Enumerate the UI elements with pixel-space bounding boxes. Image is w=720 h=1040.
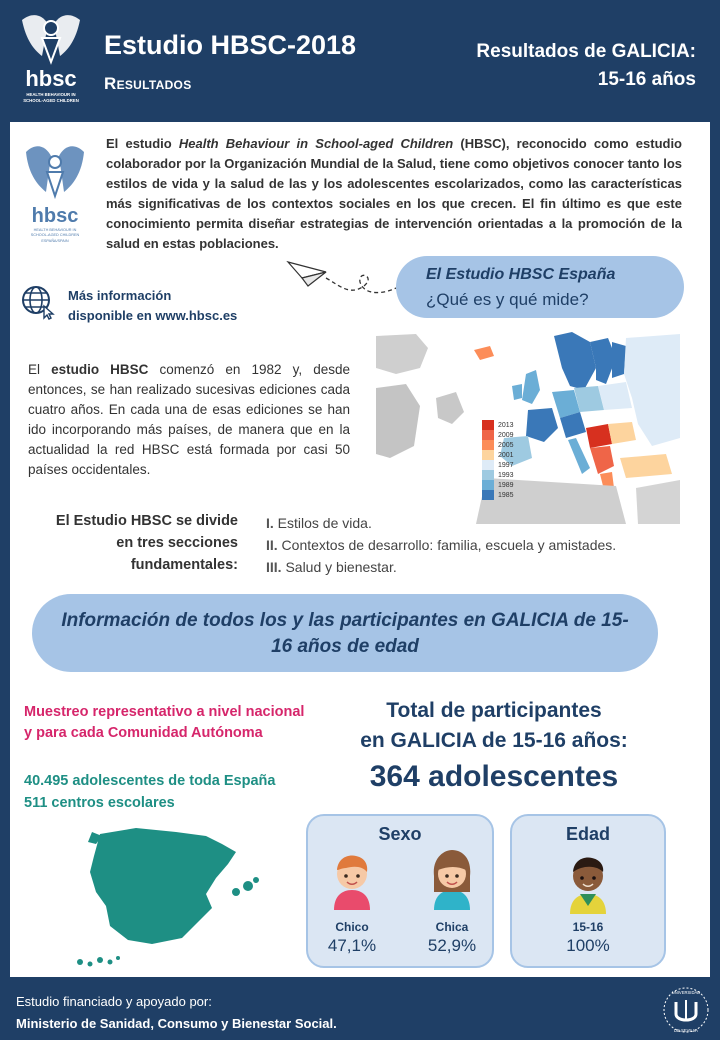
legend-entry: 2001 xyxy=(482,450,532,460)
funding-note: Estudio financiado y apoyado por: xyxy=(16,994,212,1009)
paper-plane-icon xyxy=(280,256,410,306)
funding-ministry: Ministerio de Sanidad, Consumo y Bienestar Social. xyxy=(16,1016,337,1031)
list-item: I. Estilos de vida. xyxy=(266,515,372,531)
svg-text:ESPAÑA/SPAIN: ESPAÑA/SPAIN xyxy=(41,239,69,243)
intro-logo-wordmark: hbsc xyxy=(31,205,79,227)
divisions-list xyxy=(266,512,616,578)
legend-entry: 1997 xyxy=(482,460,532,470)
universidad-sevilla-logo xyxy=(660,984,712,1036)
teen-icon xyxy=(562,850,614,916)
estudio-bubble-question: ¿Qué es y qué mide? xyxy=(426,290,589,309)
legend-entry: 2013 xyxy=(482,420,532,430)
estudio-bubble xyxy=(396,256,684,318)
total-heading: Total de participantes en GALICIA de 15-16 años: xyxy=(360,699,628,752)
girl-icon xyxy=(426,846,478,914)
sex-card-title: Sexo xyxy=(378,824,422,844)
list-item: II. Contextos de desarrollo: familia, escuela y amistades. xyxy=(266,537,617,553)
girl-label: Chica xyxy=(435,920,469,934)
region-title xyxy=(436,38,696,94)
galicia-banner xyxy=(32,594,658,672)
national-counts: 40.495 adolescentes de toda España 511 centros escolares xyxy=(24,773,276,811)
content-panel xyxy=(10,122,710,977)
svg-text:HEALTH BEHAVIOUR IN: HEALTH BEHAVIOUR IN xyxy=(26,92,76,97)
intro-paragraph: El estudio Health Behaviour in School-aged Children (HBSC), reconocido como estudio colaborador por la Organización Mundial de la Salud, tiene como objetivos conocer tanto los estilos de vida y la salud de las y los adolescentes escolarizados, como las características más significativas de los contextos sociales en los que crecen. El fin último es que este conocimiento permita diseñar estrategias de intervención orientadas a la promoción de la salud en estas poblaciones. xyxy=(106,136,682,251)
estudio-bubble-title: El Estudio HBSC España xyxy=(426,266,616,283)
girl-percentage: 52,9% xyxy=(427,936,477,955)
svg-text:SCHOOL-AGED CHILDREN: SCHOOL-AGED CHILDREN xyxy=(23,98,79,103)
header xyxy=(0,0,720,118)
legend-entry: 1989 xyxy=(482,480,532,490)
footer xyxy=(0,982,720,1040)
sampling-note: Muestreo representativo a nivel nacional y para cada Comunidad Autónoma xyxy=(24,704,305,741)
globe-cursor-icon xyxy=(20,284,56,320)
legend-entry: 2009 xyxy=(482,430,532,440)
hbsc-logo xyxy=(12,10,90,110)
legend-entry: 2005 xyxy=(482,440,532,450)
boy-icon xyxy=(326,850,378,914)
page-title: Estudio HBSC-2018 xyxy=(104,30,357,60)
hbsc-spain-logo xyxy=(20,142,90,254)
logo-wordmark: hbsc xyxy=(25,66,77,91)
history-paragraph: El estudio HBSC comenzó en 1982 y, desde entonces, se han realizado sucesivas ediciones cada cuatro años. En cada una de esas ediciones se han ido incorporando más países, de manera que en la actualidad la red HBSC está formada por casi 50 países occidentales. xyxy=(28,362,350,477)
svg-text:DE SEVILLA: DE SEVILLA xyxy=(674,1028,698,1033)
list-item: III. Salud y bienestar. xyxy=(266,559,397,575)
total-number: 364 adolescentes xyxy=(369,760,619,793)
divisions-title: El Estudio HBSC se divide en tres secciones fundamentales: xyxy=(55,513,238,573)
age-label: 15-16 xyxy=(572,920,604,934)
study-name-italic: Health Behaviour in School-aged Children xyxy=(178,136,454,151)
map-legend xyxy=(482,420,532,500)
svg-text:SCHOOL-AGED CHILDREN: SCHOOL-AGED CHILDREN xyxy=(30,233,80,237)
region-line-2: 15-16 años xyxy=(597,69,696,90)
legend-entry: 1985 xyxy=(482,490,532,500)
legend-entry: 1993 xyxy=(482,470,532,480)
age-distribution-card xyxy=(510,814,666,968)
age-percentage: 100% xyxy=(566,936,610,955)
galicia-banner-text: Información de todos los y las participantes en GALICIA de 15-16 años de edad xyxy=(61,610,629,657)
age-card-title: Edad xyxy=(565,824,610,844)
page-subtitle: Resultados xyxy=(104,74,192,93)
svg-text:HEALTH BEHAVIOUR IN: HEALTH BEHAVIOUR IN xyxy=(33,228,77,232)
svg-text:UNIVERSIDAD: UNIVERSIDAD xyxy=(671,990,701,995)
region-line-1: Resultados de GALICIA: xyxy=(476,41,696,62)
sex-distribution-card xyxy=(306,814,494,968)
more-info-link[interactable]: Más información disponible en www.hbsc.es xyxy=(68,288,238,323)
spain-map-icon xyxy=(66,822,280,972)
boy-label: Chico xyxy=(335,920,369,934)
boy-percentage: 47,1% xyxy=(327,936,377,955)
